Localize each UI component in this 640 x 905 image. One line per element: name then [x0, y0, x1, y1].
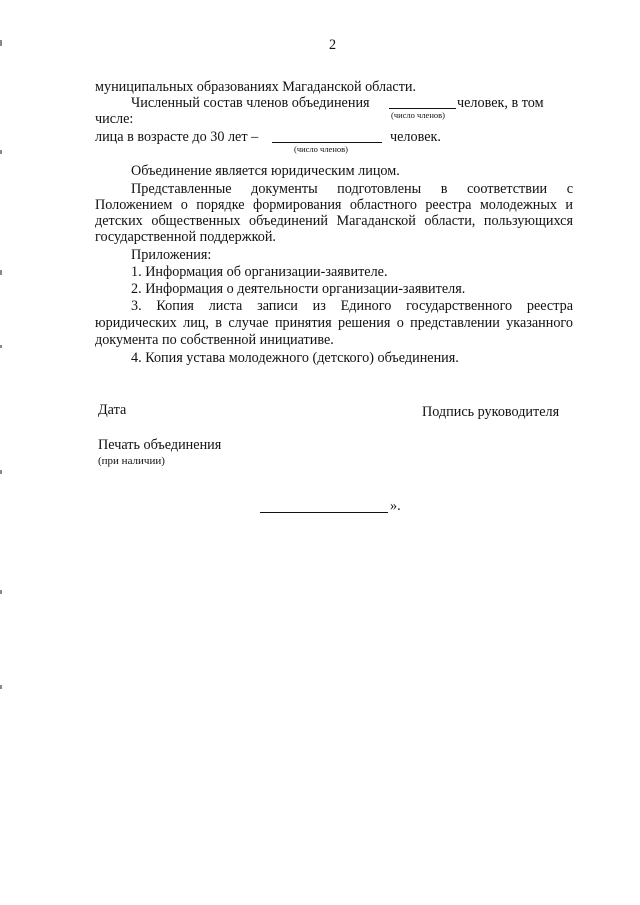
- blank-hint: (число членов): [391, 110, 445, 120]
- scan-edge-mark: [0, 345, 2, 348]
- date-label: Дата: [98, 402, 127, 418]
- youth-count-blank: [272, 142, 382, 143]
- signature-label: Подпись руководителя: [422, 404, 560, 420]
- text-line: документа по собственной инициативе.: [95, 332, 334, 348]
- list-item: 4. Копия устава молодежного (детского) объединения.: [131, 350, 459, 366]
- text-line: детских общественных объединений Магаданской области, пользующихся: [95, 213, 573, 229]
- text-line: Приложения:: [131, 247, 212, 263]
- text-line: Численный состав членов объединения: [131, 95, 370, 111]
- text-line: Представленные документы подготовлены в соответствии с: [131, 181, 573, 197]
- signature-blank: [260, 512, 388, 513]
- seal-label: Печать объединения: [98, 437, 222, 453]
- scan-edge-mark: [0, 40, 2, 46]
- seal-note: (при наличии): [98, 455, 165, 467]
- closing-quote: ».: [390, 498, 401, 514]
- text-line: Положением о порядке формирования областного реестра молодежных и: [95, 197, 573, 213]
- member-count-blank: [389, 108, 456, 109]
- scan-edge-mark: [0, 590, 2, 594]
- text-line: человек, в том: [457, 95, 544, 111]
- scan-edge-mark: [0, 685, 2, 689]
- scan-edge-mark: [0, 470, 2, 474]
- text-line: юридических лиц, в случае принятия решения о представлении указанного: [95, 315, 573, 331]
- scan-edge-mark: [0, 270, 2, 275]
- list-item: 3. Копия листа записи из Единого государственного реестра: [131, 298, 573, 314]
- text-line: лица в возрасте до 30 лет –: [95, 129, 259, 145]
- text-line: Объединение является юридическим лицом.: [131, 163, 400, 179]
- text-line: человек.: [390, 129, 441, 145]
- blank-hint: (число членов): [294, 144, 348, 154]
- text-line: муниципальных образованиях Магаданской области.: [95, 79, 417, 95]
- list-item: 2. Информация о деятельности организации-заявителя.: [131, 281, 466, 297]
- page-number: 2: [329, 37, 337, 53]
- text-line: числе:: [95, 111, 134, 127]
- scan-edge-mark: [0, 150, 2, 154]
- text-line: государственной поддержкой.: [95, 229, 276, 245]
- list-item: 1. Информация об организации-заявителе.: [131, 264, 388, 280]
